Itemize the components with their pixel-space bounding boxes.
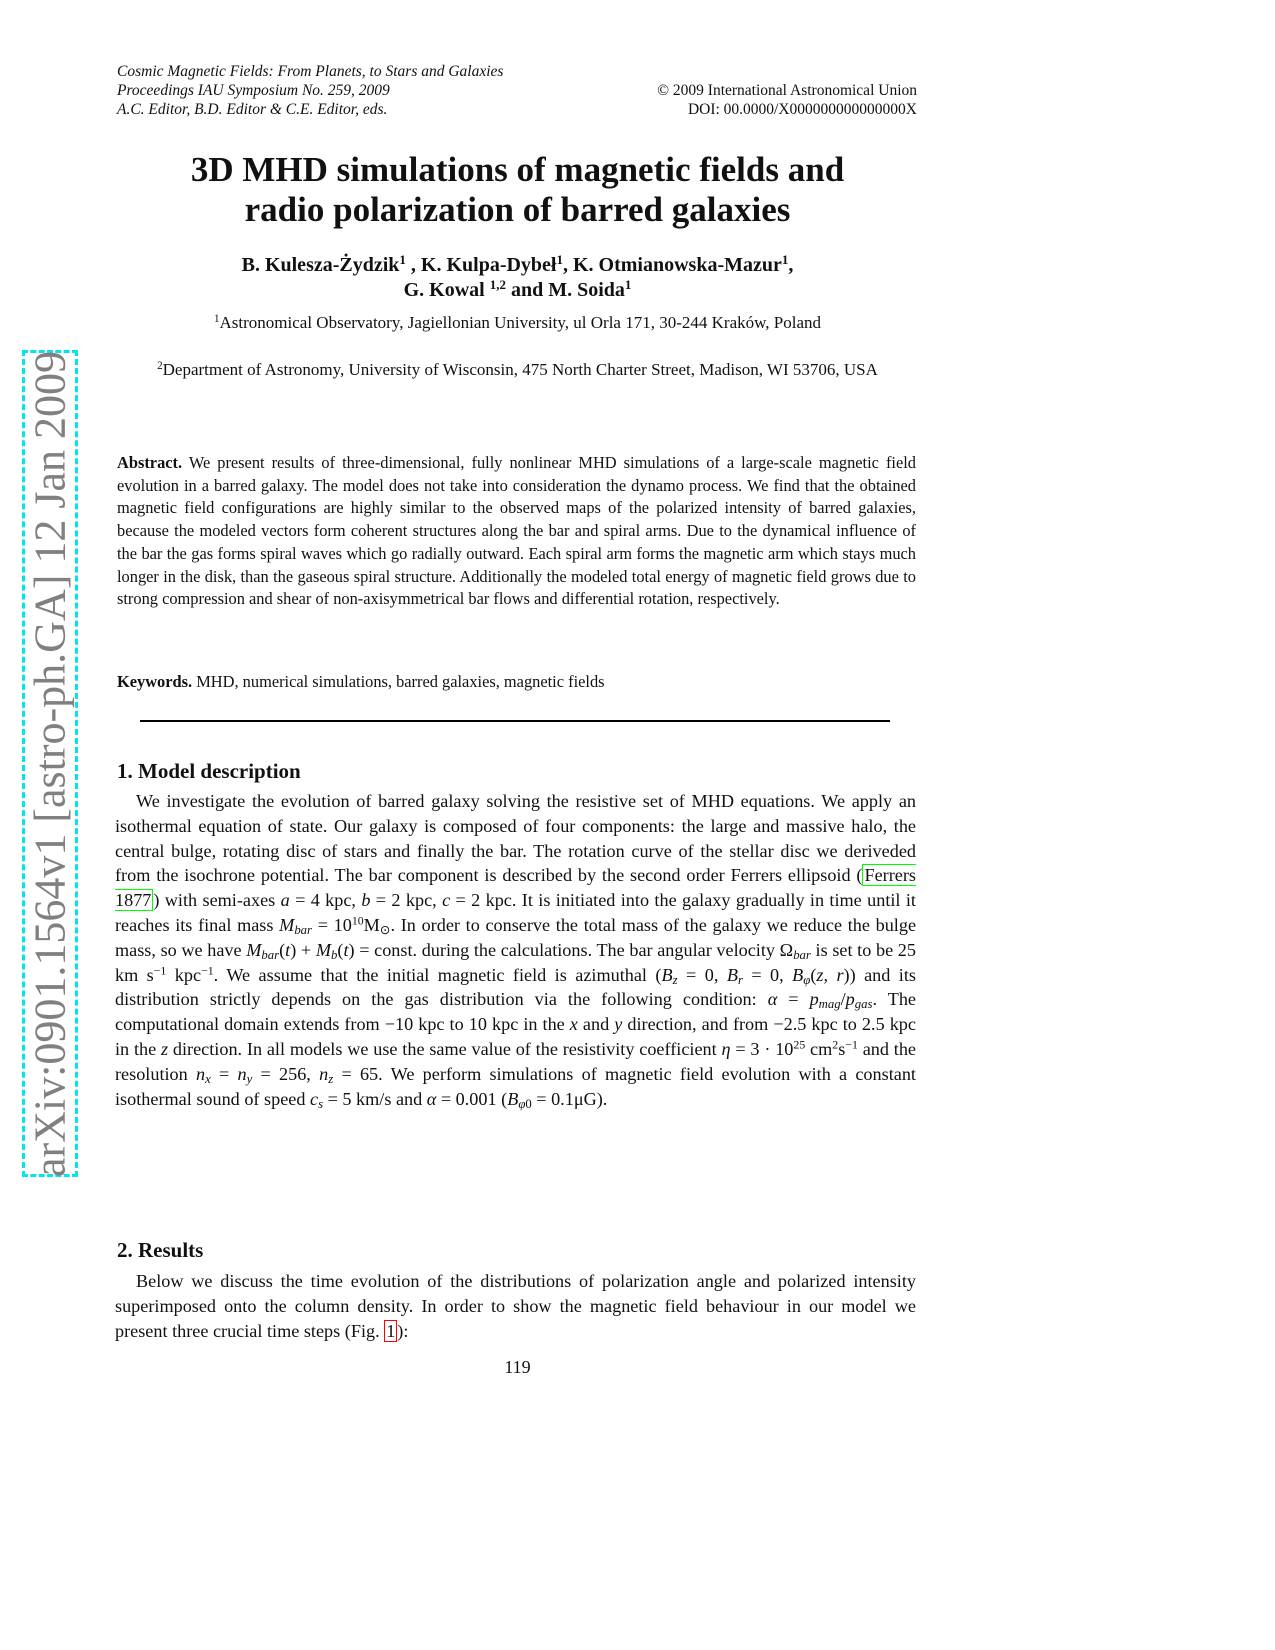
author-separator: , <box>562 254 573 276</box>
affiliation-2 <box>115 359 920 381</box>
text-run: and the resolution <box>115 1038 916 1084</box>
paper-title <box>100 150 935 230</box>
text-run: kpc <box>166 964 202 985</box>
header-proceedings-title: Cosmic Magnetic Fields: From Planets, to Stars and Galaxies <box>117 63 504 80</box>
text-run: ) with semi-axes <box>153 890 281 911</box>
author-list <box>110 253 925 303</box>
text-run: direction, and from −2.5 kpc to 2.5 kpc in the <box>115 1014 916 1059</box>
citation-year: 1877 <box>115 890 152 911</box>
affiliation-mark: 1 <box>781 251 789 267</box>
header-doi: DOI: 00.0000/X000000000000000X <box>687 101 917 118</box>
title-line-1: 3D MHD simulations of magnetic fields and <box>190 150 845 189</box>
author-name: M. Soida <box>548 279 625 301</box>
figure-reference-link[interactable]: 1 <box>386 1320 396 1341</box>
text-run: ): <box>397 1320 409 1341</box>
header-symposium: Proceedings IAU Symposium No. 259, 2009 <box>117 82 390 99</box>
keywords-label: Keywords. <box>117 672 193 691</box>
text-run: ) and its distribution strictly depends on the gas distribution via the following condition: <box>115 964 916 1010</box>
text-run: . In order to conserve the total mass of the galaxy we reduce the bulge mass, so we have <box>115 914 917 960</box>
page-number: 119 <box>504 1357 531 1377</box>
author-name: K. Kulpa-Dybeł <box>420 254 557 276</box>
arxiv-stamp[interactable] <box>22 350 78 1177</box>
text-run: = const. during the calculations. The bar angular velocity <box>354 939 780 960</box>
text-run: . The computational domain extends from −10 kpc to 10 kpc in the <box>115 989 916 1035</box>
text-run: . It is initiated into the galaxy gradually in time until it reaches its final mass <box>115 890 916 935</box>
section-1-body <box>115 789 916 1111</box>
header-editors: A.C. Editor, B.D. Editor & C.E. Editor, eds. <box>117 101 388 118</box>
paragraph <box>115 1269 916 1343</box>
author-separator: , <box>788 254 794 276</box>
header-copyright: © 2009 International Astronomical Union <box>657 82 917 99</box>
affiliation-mark: 1 <box>624 276 632 292</box>
text-run: direction. In all models we use the same value of the resistivity coefficient <box>168 1038 722 1059</box>
keywords <box>117 671 916 694</box>
title-line-2: radio polarization of barred galaxies <box>244 190 791 229</box>
section-heading-results: 2. Results <box>117 1238 204 1262</box>
text-run: = 0.001 ( <box>436 1088 508 1109</box>
affiliation-mark: 1 <box>399 251 406 267</box>
affiliation-text: Department of Astronomy, University of Wisconsin, 475 North Charter Street, Madison, WI 53706, USA <box>162 360 878 379</box>
author-name: K. Otmianowska-Mazur <box>572 254 782 276</box>
running-header <box>117 62 917 119</box>
affiliation-1 <box>115 312 920 334</box>
keywords-text: MHD, numerical simulations, barred galaxies, magnetic fields <box>196 672 605 691</box>
text-run: = 0.1μG). <box>531 1088 608 1109</box>
text-run: = 5 km/s and <box>323 1088 427 1109</box>
arxiv-stamp-text: arXiv:0901.1564v1 [astro-ph.GA] 12 Jan 2009 <box>25 350 75 1177</box>
abstract <box>117 452 916 611</box>
section-heading-model-description: 1. Model description <box>117 759 301 783</box>
text-run: . We perform simulations of magnetic field evolution with a constant isothermal sound of speed <box>115 1063 916 1109</box>
text-run: We investigate the evolution of barred galaxy solving the resistive set of MHD equations. We apply an isothermal equation of state. Our galaxy is composed of four components: the large and massive halo, the central bulge, rotating disc of stars and finally the bar. The rotation curve of the stellar disc we deriveded from the isochrone potential. The bar component is described by the second order Ferrers ellipsoid ( <box>115 791 916 886</box>
text-run: . We assume that the initial magnetic field is azimuthal ( <box>213 964 662 985</box>
author-name: B. Kulesza-Żydzik <box>241 254 400 276</box>
author-separator: and <box>505 279 549 301</box>
author-separator: , <box>405 254 421 276</box>
affiliation-text: Astronomical Observatory, Jagiellonian University, ul Orla 171, 30-244 Kraków, Poland <box>219 313 822 332</box>
section-2-body <box>115 1269 916 1343</box>
author-name: G. Kowal <box>403 279 490 301</box>
paragraph: We investigate the evolution of barred galaxy solving the resistive set of MHD equations. We apply an isothermal equation of state. Our galaxy is composed of four components: the large and massive halo, the central bulge, rotating disc of stars and finally the bar. The rotation curve of the stellar disc we deriveded from the isochrone potential. The bar component is described by the second order Ferrers ellipsoid ( Ferrers 1877 ) with semi-axes a = 4 kpc, b = 2 kpc, c = 2 kpc. It is initiated into the galaxy gradually in time until it reaches its final mass $M_{bar} = 10^{10}M_⊙$. In order to conserve the total mass of the galaxy we reduce the bulge mass, so we have $M_{bar}(t) + M_b(t)$ = const. during the calculations. The bar angular velocity $\Omega_{bar}$ is set to be 25 km $s^{-1}$ kpc$^{-1}$. We assume that the initial magnetic field is azimuthal ($B_z = 0$, $B_r = 0$, $B_\varphi(z$, r)) and its distribution strictly depends on the gas distribution via the following condition: $\alpha = p_{mag}/p_{gas}$. The computational domain extends from −10 kpc to 10 kpc in the x and y direction, and from −2.5 kpc to 2.5 kpc in the z direction. In all models we use the same value of the resistivity coefficient $\eta = 3 \cdot 10^{25}$ $cm^2s^{-1}$ and the resolution $n_x = n_y = 256$, $n_z = 65$. We perform simulations of magnetic field evolution with a constant isothermal sound of speed $c_s = 5$ km/s and α = 0.001 $(B_{\varphi 0} = 0.1\mu G)$. <box>115 791 917 1111</box>
horizontal-rule <box>140 720 890 722</box>
abstract-label: Abstract. <box>117 453 183 472</box>
abstract-text: We present results of three-dimensional, fully nonlinear MHD simulations of a large-scale magnetic field evolution in a barred galaxy. The model does not take into consideration the dynamo process. We find that the obtained magnetic field configurations are highly similar to the observed maps of the polarized intensity of barred galaxies, because the modeled vectors form coherent structures along the bar and spiral arms. Due to the dynamical influence of the bar the gas forms spiral waves which go radially outward. Each spiral arm forms the magnetic arm which stays much longer in the disk, than the gaseous spiral structure. Additionally the modeled total energy of magnetic field grows due to strong compression and shear of non-axisymmetrical bar flows and differential rotation, respectively. <box>117 453 916 609</box>
affiliation-mark: 2 <box>157 359 163 372</box>
affiliation-mark: 1 <box>556 251 563 267</box>
text-run: is set to be 25 km s <box>115 939 916 985</box>
text-run: Below we discuss the time evolution of the distributions of polarization angle and polarized intensity superimposed onto the column density. In order to show the magnetic field behaviour in our model we present three crucial time steps (Fig. <box>115 1271 916 1341</box>
affiliation-mark: 1 <box>213 312 220 325</box>
affiliation-mark: 1,2 <box>489 276 506 292</box>
citation-author: Ferrers <box>864 865 916 886</box>
